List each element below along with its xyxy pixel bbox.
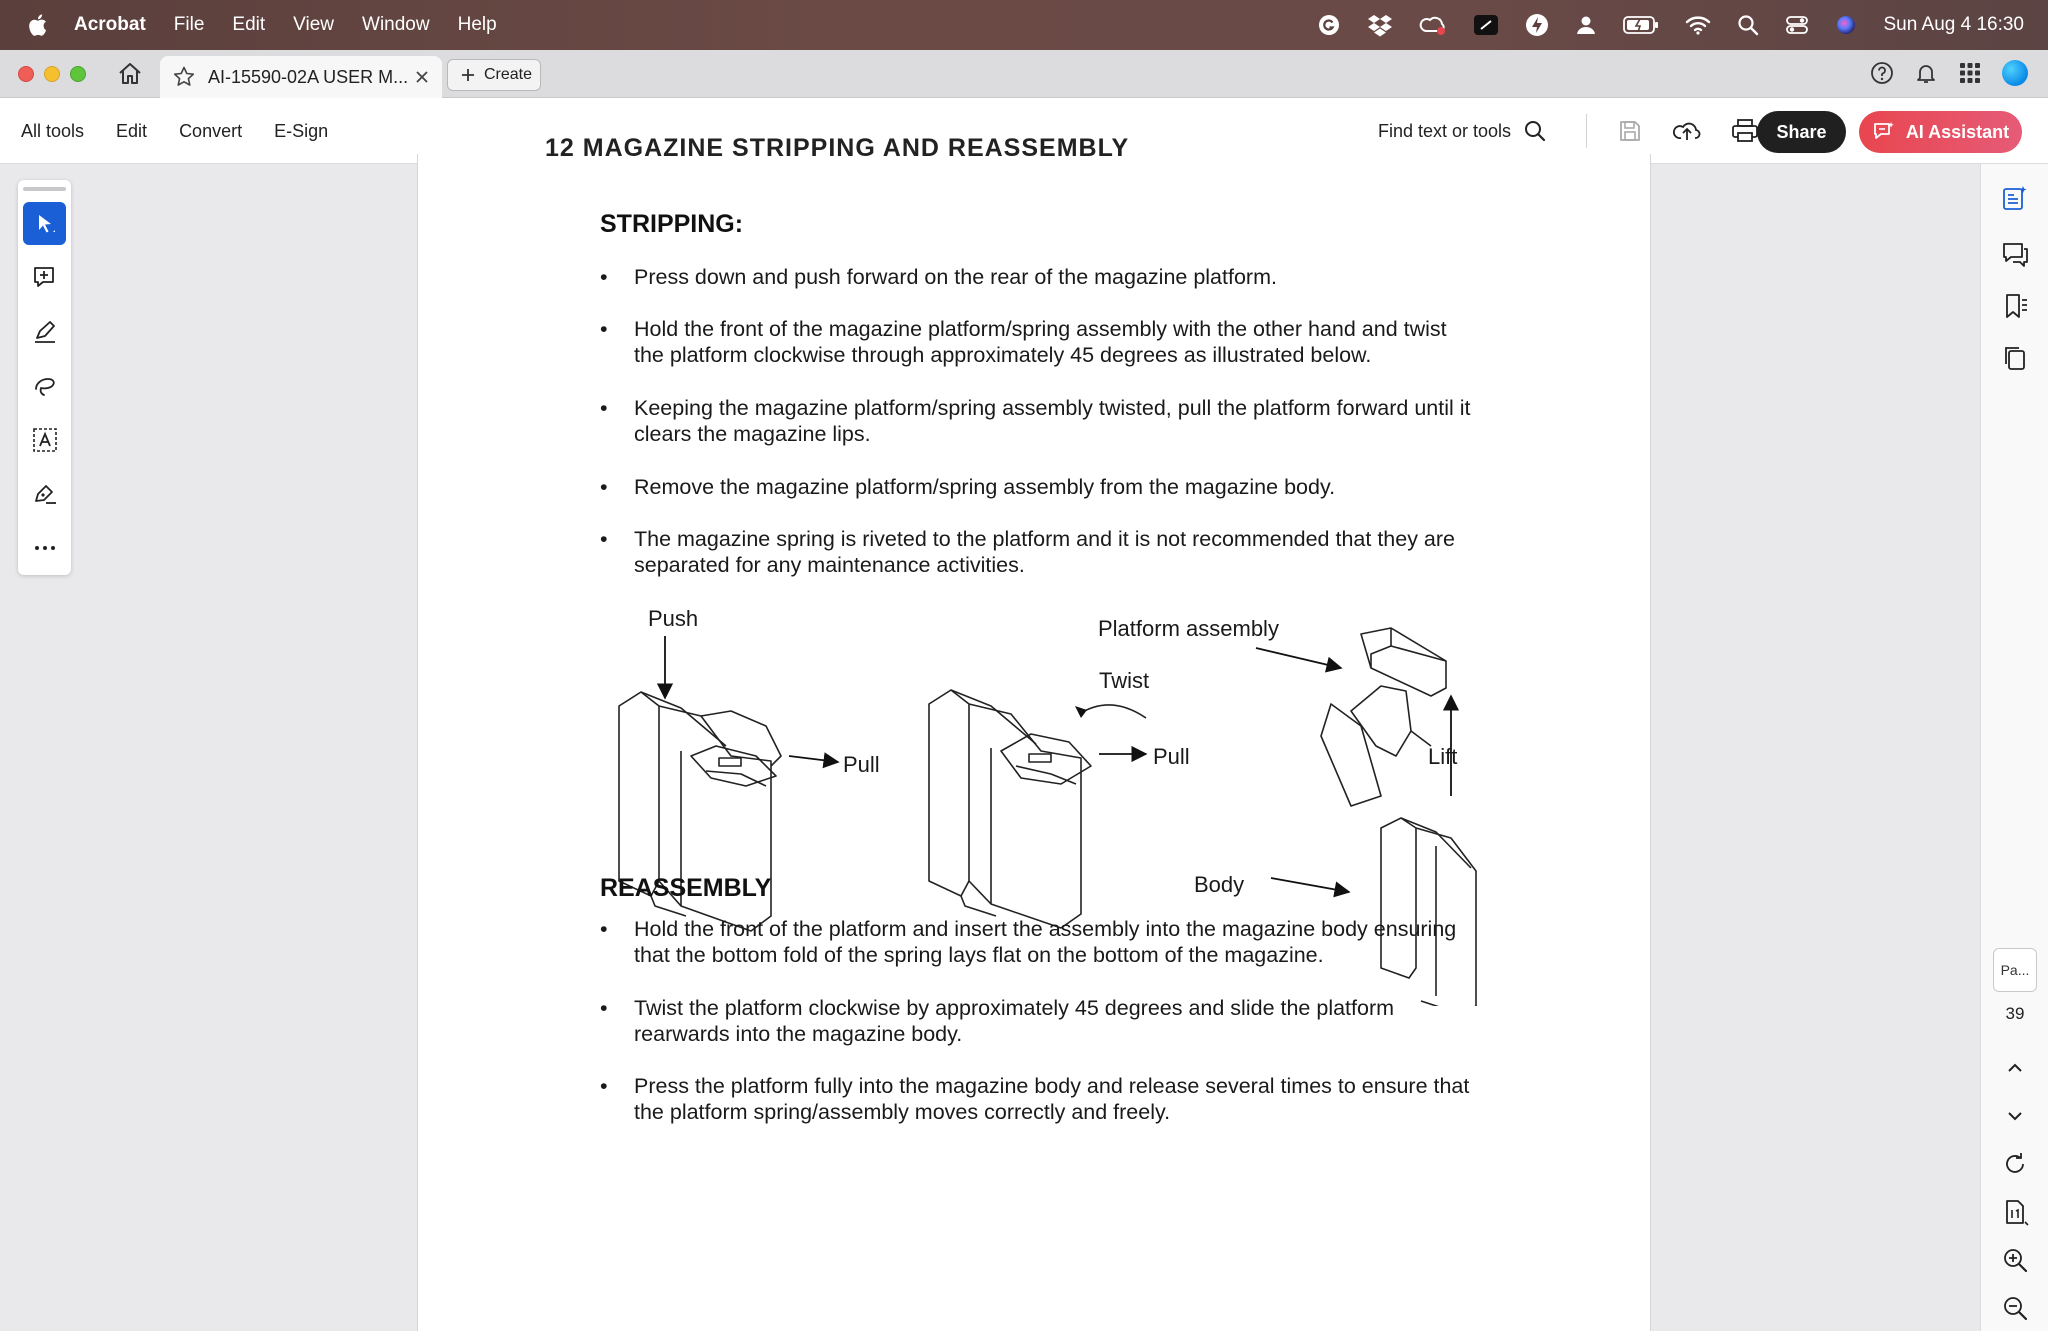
partial-section-heading: 12 MAGAZINE STRIPPING AND REASSEMBLY bbox=[545, 134, 1130, 160]
document-tab[interactable] bbox=[160, 56, 442, 98]
save-icon[interactable] bbox=[1617, 118, 1643, 144]
pull-label: Pull bbox=[1153, 744, 1190, 769]
bullet-dot: • bbox=[600, 265, 608, 289]
body-label: Body bbox=[1194, 872, 1245, 897]
lift-label: Lift bbox=[1428, 744, 1458, 769]
all-tools-menu[interactable]: All tools bbox=[21, 120, 85, 141]
document-viewport[interactable] bbox=[0, 134, 1980, 1331]
create-button-label: Create bbox=[484, 66, 533, 83]
home-icon[interactable] bbox=[116, 60, 144, 88]
page-thumbnail-button[interactable]: Pa... bbox=[1993, 948, 2037, 992]
bullet-dot: • bbox=[600, 527, 608, 551]
menu-file[interactable]: File bbox=[173, 14, 205, 35]
ai-assistant-label: AI Assistant bbox=[1905, 121, 2010, 142]
cursor-arrow-icon bbox=[33, 212, 57, 236]
help-icon[interactable] bbox=[1870, 61, 1894, 85]
select-tool[interactable] bbox=[23, 202, 66, 245]
menu-view[interactable]: View bbox=[293, 14, 335, 35]
bell-icon[interactable] bbox=[1914, 61, 1938, 85]
highlighter-pen-icon bbox=[32, 319, 58, 345]
bolt-icon[interactable] bbox=[1525, 13, 1549, 37]
creative-cloud-icon[interactable] bbox=[1419, 13, 1447, 37]
freehand-loop-icon bbox=[32, 373, 58, 399]
pull-label: Pull bbox=[843, 752, 880, 777]
convert-menu[interactable]: Convert bbox=[179, 120, 243, 141]
menu-edit[interactable]: Edit bbox=[232, 14, 266, 35]
zoom-in-icon[interactable] bbox=[2001, 1246, 2029, 1274]
grammarly-icon[interactable] bbox=[1317, 13, 1341, 37]
bullet-dot: • bbox=[600, 396, 608, 420]
add-comment-tool[interactable] bbox=[23, 256, 66, 299]
chevron-down-icon[interactable] bbox=[2001, 1102, 2029, 1130]
siri-icon[interactable] bbox=[1835, 14, 1857, 36]
menu-window[interactable]: Window bbox=[362, 14, 430, 35]
apple-logo-icon[interactable] bbox=[26, 13, 48, 37]
document-panel-icon[interactable] bbox=[2001, 184, 2029, 212]
find-label: Find text or tools bbox=[1378, 120, 1512, 141]
apps-grid-icon[interactable] bbox=[1958, 61, 1982, 85]
comments-icon[interactable] bbox=[2001, 240, 2029, 268]
rotate-icon[interactable] bbox=[2001, 1150, 2029, 1178]
comment-plus-icon bbox=[32, 265, 58, 291]
avatar[interactable] bbox=[2002, 60, 2028, 86]
ai-assistant-button[interactable] bbox=[1859, 111, 2022, 153]
toolbar-divider bbox=[1586, 114, 1587, 148]
window-zoom-button[interactable] bbox=[70, 66, 86, 82]
platform-assembly-label: Platform assembly bbox=[1098, 616, 1279, 641]
menu-help[interactable]: Help bbox=[457, 14, 497, 35]
zoom-out-icon[interactable] bbox=[2001, 1294, 2029, 1322]
clock[interactable]: Sun Aug 4 16:30 bbox=[1883, 14, 2024, 35]
dropbox-icon[interactable] bbox=[1367, 13, 1393, 37]
text-box-icon bbox=[32, 427, 58, 453]
chevron-up-icon[interactable] bbox=[2001, 1054, 2029, 1082]
reassembly-heading: REASSEMBLY bbox=[600, 874, 772, 902]
bullet-dot: • bbox=[600, 1074, 608, 1098]
bullet-dot: • bbox=[600, 917, 608, 941]
stripping-heading: STRIPPING: bbox=[600, 210, 744, 238]
panel-drag-handle[interactable] bbox=[23, 187, 66, 191]
wifi-icon[interactable] bbox=[1685, 15, 1711, 35]
bullet-dot: • bbox=[600, 996, 608, 1020]
window-minimize-button[interactable] bbox=[44, 66, 60, 82]
ai-assistant-icon bbox=[1872, 120, 1896, 144]
spotlight-search-icon[interactable] bbox=[1737, 14, 1759, 36]
close-icon[interactable] bbox=[412, 67, 432, 87]
text-box-tool[interactable] bbox=[23, 418, 66, 461]
page-fit-icon[interactable] bbox=[2001, 1198, 2029, 1226]
print-icon[interactable] bbox=[1731, 118, 1759, 144]
user-icon[interactable] bbox=[1575, 14, 1597, 36]
menu-app-name[interactable]: Acrobat bbox=[74, 14, 146, 35]
document-tab-title: AI-15590-02A USER M... bbox=[208, 66, 409, 87]
right-sidebar bbox=[1980, 164, 2048, 1331]
app-status-icon[interactable] bbox=[1473, 13, 1499, 37]
battery-icon[interactable] bbox=[1623, 15, 1659, 35]
bullet-dot: • bbox=[600, 317, 608, 341]
star-icon[interactable] bbox=[172, 65, 196, 89]
current-page-number[interactable]: 39 bbox=[2005, 1004, 2025, 1023]
twist-label: Twist bbox=[1099, 668, 1150, 693]
share-button[interactable]: Share bbox=[1757, 111, 1846, 153]
sign-tool[interactable] bbox=[23, 472, 66, 515]
window-close-button[interactable] bbox=[18, 66, 34, 82]
pages-copy-icon[interactable] bbox=[2001, 344, 2029, 372]
fountain-pen-icon bbox=[32, 481, 58, 507]
window-tab-bar bbox=[0, 50, 2048, 98]
quick-tools-panel bbox=[18, 180, 71, 575]
push-label: Push bbox=[648, 606, 699, 631]
draw-tool[interactable] bbox=[23, 364, 66, 407]
create-button[interactable] bbox=[447, 59, 541, 91]
bullet-dot: • bbox=[600, 475, 608, 499]
edit-menu[interactable]: Edit bbox=[116, 120, 148, 141]
search-icon bbox=[1523, 119, 1547, 143]
bookmarks-icon[interactable] bbox=[2001, 292, 2029, 320]
pdf-page[interactable]: 12 MAGAZINE STRIPPING AND REASSEMBLY STRIPPING: • Press down and push forward on the rear of the magazine platform. • Hold the front of the magazine platform/spring assembly with the other hand and twist the platform clockwise through approximately 45 degrees as illustrated below. • Keeping the magazine platform/spring assembly twisted, pull the platform forward until it clears the magazine lips. • Remove the magazine platform/spring assembly from the magazine body. • The magazine spring is riveted to the platform and it is not recommended that they are separated for any maintenance activities. Push Pull Twist Pull Platform assembly Lift Body REASSEMBLY • Hold the front of the platform and insert the assembly into the magazine body ensuring that the bottom fold of the spring lays flat on the bottom of the magazine. • Twist the platform clockwise by approximately 45 degrees and slide the platform rearwards into the magazine body. • Press the platform fully into the magazine body and release several times to ensure that the platform spring/assembly moves correctly and freely. bbox=[417, 154, 1651, 1331]
highlight-tool[interactable] bbox=[23, 310, 66, 353]
control-center-icon[interactable] bbox=[1785, 14, 1809, 36]
macos-menu-bar bbox=[0, 0, 2048, 50]
upload-cloud-icon[interactable] bbox=[1673, 118, 1701, 144]
esign-menu[interactable]: E-Sign bbox=[274, 120, 329, 141]
plus-icon bbox=[460, 67, 476, 83]
more-dots-icon bbox=[33, 544, 57, 552]
more-tools-button[interactable] bbox=[23, 526, 66, 569]
